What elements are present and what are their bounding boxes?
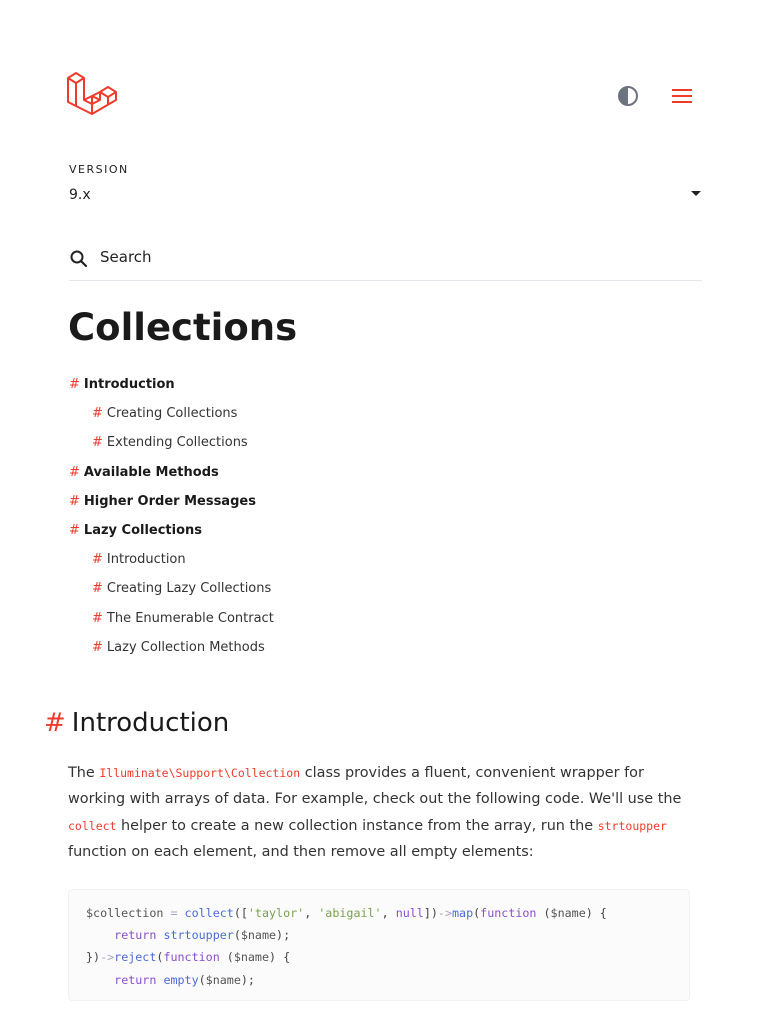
hash-icon: # bbox=[92, 610, 103, 626]
hash-icon: # bbox=[69, 522, 80, 538]
toc-link-lazy-collection-methods[interactable] bbox=[69, 638, 274, 667]
hamburger-menu-icon[interactable] bbox=[670, 86, 694, 106]
toc-link-lazy-collections[interactable] bbox=[69, 521, 274, 550]
code-line-2: return strtoupper($name); bbox=[114, 928, 291, 943]
toc-label: Available Methods bbox=[83, 464, 219, 480]
anchor-hash-link[interactable]: # bbox=[44, 708, 66, 738]
search-icon bbox=[69, 249, 89, 269]
toc-link-extending-collections[interactable] bbox=[69, 433, 274, 462]
toc-label: Higher Order Messages bbox=[83, 493, 256, 509]
section-heading-introduction bbox=[44, 708, 229, 738]
hash-icon: # bbox=[92, 581, 103, 597]
caret-down-icon bbox=[691, 191, 701, 196]
laravel-logo-icon[interactable] bbox=[66, 70, 118, 120]
version-label: VERSION bbox=[69, 163, 129, 176]
toc-link-creating-collections[interactable] bbox=[69, 404, 274, 433]
intro-paragraph bbox=[68, 760, 704, 865]
para-text: class provides a fluent, convenient wrapper for working with arrays of data. For example, check out the following code. We'll use the bbox=[68, 765, 682, 808]
hash-icon: # bbox=[92, 639, 103, 655]
hash-icon: # bbox=[92, 435, 103, 451]
toc-label: Introduction bbox=[106, 552, 186, 568]
toc-label: Extending Collections bbox=[106, 435, 248, 451]
inline-code-strtoupper: strtoupper bbox=[597, 818, 667, 833]
page-title: Collections bbox=[68, 306, 298, 349]
toc-label: Creating Collections bbox=[106, 406, 238, 422]
header bbox=[0, 0, 768, 150]
hash-icon: # bbox=[69, 377, 80, 392]
toc-label: The Enumerable Contract bbox=[106, 610, 274, 626]
para-text: function on each element, and then remove all empty elements: bbox=[68, 843, 534, 860]
toc-label: Introduction bbox=[83, 377, 175, 392]
code-block bbox=[68, 889, 690, 1001]
search-box[interactable] bbox=[69, 244, 702, 281]
toc-link-available-methods[interactable] bbox=[69, 463, 274, 492]
toc-link-creating-lazy-collections[interactable] bbox=[69, 579, 274, 608]
table-of-contents bbox=[69, 375, 274, 667]
code-line-1: $collection = collect(['taylor', 'abigail', null])->map(function ($name) { bbox=[86, 906, 607, 920]
version-select[interactable] bbox=[69, 184, 703, 208]
hash-icon: # bbox=[92, 552, 103, 568]
toc-link-higher-order-messages[interactable] bbox=[69, 492, 274, 521]
toc-label: Lazy Collection Methods bbox=[106, 639, 265, 655]
search-input[interactable]: Search bbox=[100, 248, 152, 266]
toc-link-enumerable-contract[interactable] bbox=[69, 609, 274, 638]
version-value: 9.x bbox=[69, 187, 91, 203]
code-line-4: return empty($name); bbox=[114, 972, 255, 987]
hash-icon: # bbox=[92, 406, 103, 422]
toc-label: Lazy Collections bbox=[83, 522, 203, 538]
code-line-3: })->reject(function ($name) { bbox=[86, 950, 291, 965]
para-text: helper to create a new collection instance from the array, run the bbox=[116, 817, 598, 834]
half-circle-icon[interactable] bbox=[616, 84, 640, 108]
toc-link-introduction[interactable] bbox=[69, 375, 274, 404]
code-content bbox=[69, 890, 689, 991]
toc-label: Creating Lazy Collections bbox=[106, 581, 272, 597]
section-heading-text: Introduction bbox=[71, 708, 230, 738]
inline-code-collection-class: Illuminate\Support\Collection bbox=[99, 766, 301, 780]
hash-icon: # bbox=[69, 493, 80, 509]
inline-code-collect: collect bbox=[68, 818, 117, 833]
hash-icon: # bbox=[69, 464, 80, 480]
para-text: The bbox=[68, 765, 100, 781]
toc-link-lazy-introduction[interactable] bbox=[69, 550, 274, 579]
